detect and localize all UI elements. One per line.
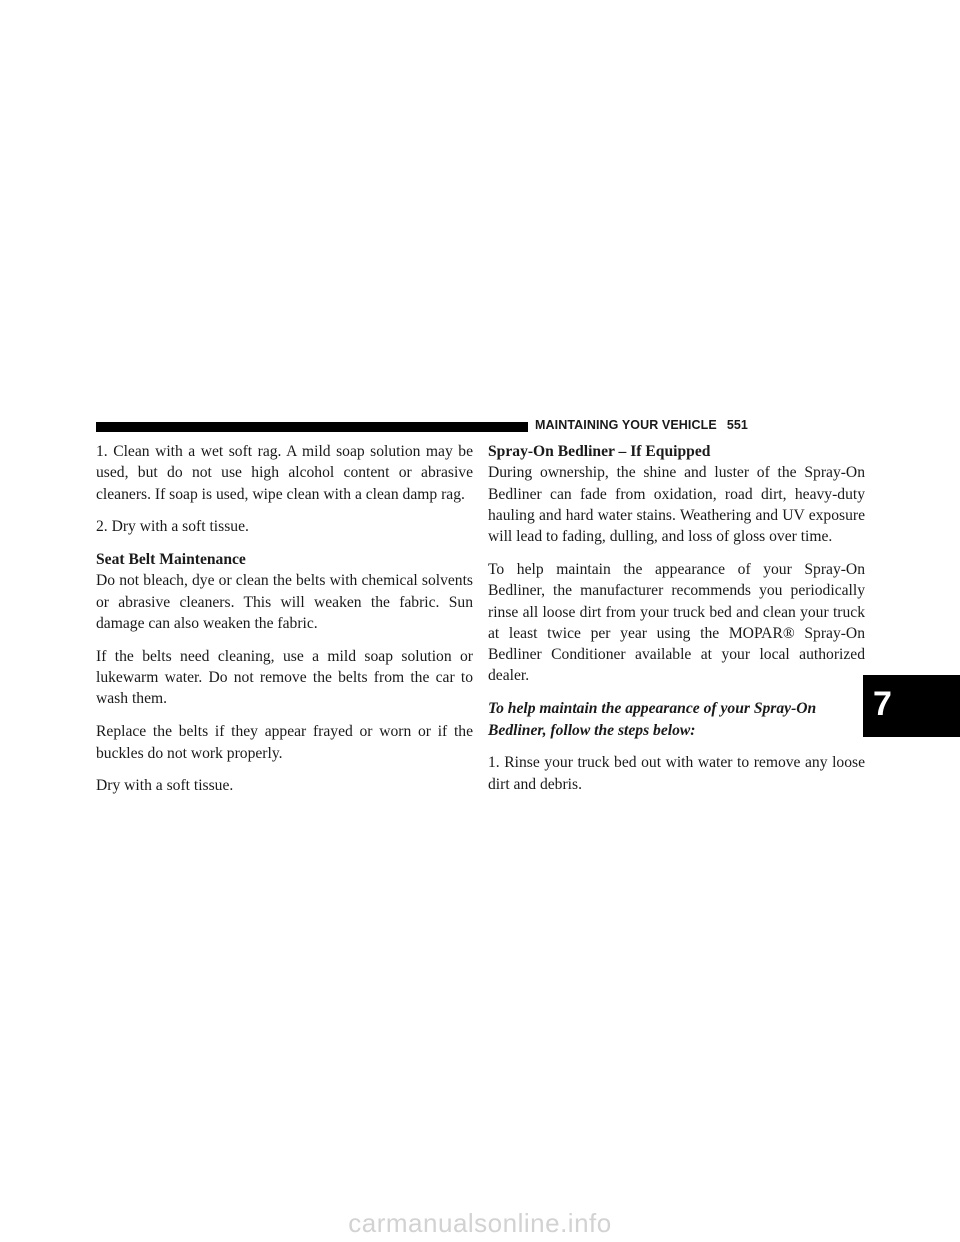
step-1-text: 1. Clean with a wet soft rag. A mild soap solution may be used, but do not use high alcohol content or abrasive cleaners. If soap is used, wipe clean with a clean damp rag. [96, 443, 473, 503]
seat-belt-paragraph-1: Do not bleach, dye or clean the belts with chemical solvents or abrasive cleaners. This will weaken the fabric. Sun damage can also weaken the fabric. [96, 572, 473, 633]
seat-belt-paragraph-3: Replace the belts if they appear frayed or worn or if the buckles do not work properly. [96, 723, 473, 762]
bedliner-heading: Spray-On Bedliner – If Equipped [488, 443, 711, 460]
chapter-number: 7 [873, 685, 892, 723]
page-number: 551 [726, 418, 748, 432]
left-column [96, 441, 473, 808]
bedliner-step-1: 1. Rinse your truck bed out with water to remove any loose dirt and debris. [488, 754, 865, 793]
section-title: MAINTAINING YOUR VEHICLE [535, 418, 717, 432]
right-column [488, 441, 865, 806]
watermark: carmanualsonline.info [348, 1208, 612, 1238]
seat-belt-heading: Seat Belt Maintenance [96, 551, 246, 569]
header-rule [96, 422, 528, 432]
running-header [535, 418, 865, 432]
seat-belt-paragraph-4: Dry with a soft tissue. [96, 777, 234, 795]
bedliner-steps-intro: To help maintain the appearance of your Spray-On Bedliner, follow the steps below: [488, 700, 817, 739]
bedliner-paragraph-2: To help maintain the appearance of your Spray-On Bedliner, the manufacturer recommends you periodically rinse all loose dirt from your truck bed and clean your truck at least twice per year using the MOPAR® Spray-On Bedliner Conditioner available at your local authorized dealer. [488, 560, 865, 685]
chapter-tab [863, 675, 960, 737]
bedliner-paragraph-1: During ownership, the shine and luster of the Spray-On Bedliner can fade from oxidation, road dirt, heavy-duty hauling and hard water stains. Weathering and UV exposure will lead to fading, dulling, and loss of gloss over time. [488, 464, 865, 546]
seat-belt-paragraph-2: If the belts need cleaning, use a mild soap solution or lukewarm water. Do not remove the belts from the car to wash them. [96, 647, 473, 708]
step-2-text: 2. Dry with a soft tissue. [96, 518, 249, 536]
